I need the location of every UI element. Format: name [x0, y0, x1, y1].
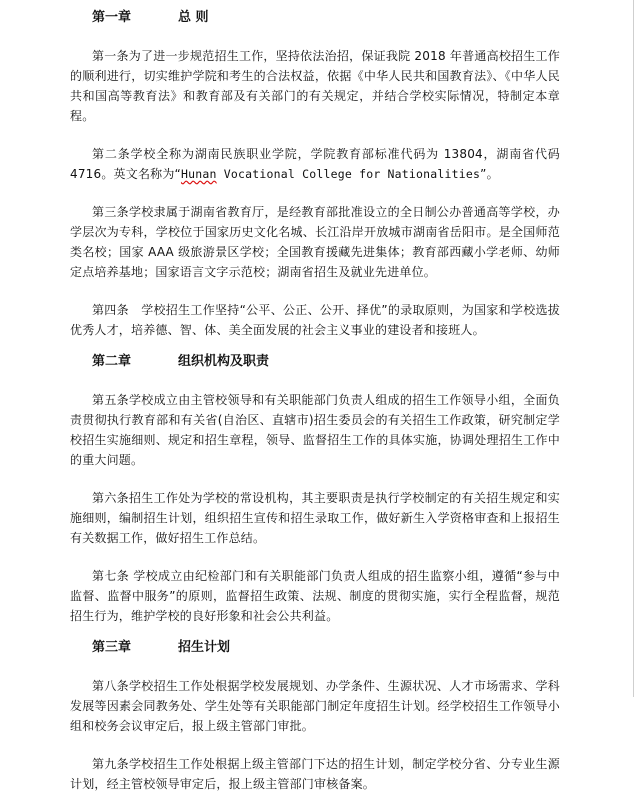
chapter-title: 总 则: [178, 10, 209, 25]
article-3: 第三条学校隶属于湖南省教育厅，是经教育部批准设立的全日制公办普通高等学校，办学层次为专科，学校位于国家历史文化名城、长江沿岸开放城市湖南省岳阳市。是全国师范类名校；国家 AAA 级旅游景区学校；全国教育援藏先进集体；教育部西藏小学老师、幼师定点培养基地；国家语言文字示范校；湖南省招生及就业先进单位。: [70, 205, 560, 279]
chapter-heading: [92, 638, 560, 658]
english-name-misspelled-word: Hunan: [180, 167, 217, 181]
chapter-number: 第一章: [92, 10, 132, 25]
chapter-title: 招生计划: [178, 640, 231, 655]
article-6: 第六条招生工作处为学校的常设机构，其主要职责是执行学校制定的有关招生规定和实施细则，编制招生计划，组织招生宣传和招生录取工作，做好新生入学资格审查和上报招生有关数据工作，做好招生工作总结。: [70, 491, 560, 545]
article-5: 第五条学校成立由主管校领导和有关职能部门负责人组成的招生工作领导小组，全面负责贯彻执行教育部和有关省(自治区、直辖市)招生委员会的有关招生工作政策，研究制定学校招生实施细则、规定和招生章程，领导、监督招生工作的具体实施，协调处理招生工作中的重大问题。: [70, 393, 560, 467]
article-4: 第四条 学校招生工作坚持“公平、公正、公开、择优”的录取原则，为国家和学校选拔优秀人才，培养德、智、体、美全面发展的社会主义事业的建设者和接班人。: [70, 303, 560, 337]
chapter-number: 第三章: [92, 640, 132, 655]
chapter-title: 组织机构及职责: [178, 354, 270, 369]
article-2-text: 第二条学校全称为湖南民族职业学院，学院教育部标准代码为 13804，湖南省代码 4716。英文名称为“: [70, 147, 560, 181]
english-name-rest: Vocational College for Nationalities: [216, 167, 481, 181]
article-2: [70, 144, 560, 184]
document-body: [70, 8, 560, 812]
article-9: 第九条学校招生工作处根据上级主管部门下达的招生计划，制定学校分省、分专业生源计划，经主管校领导审定后，报上级主管部门审核备案。: [70, 757, 560, 791]
article-8: 第八条学校招生工作处根据学校发展规划、办学条件、生源状况、人才市场需求、学科发展等因素会同教务处、学生处等有关职能部门制定年度招生计划。经学校招生工作领导小组和校务会议审定后，报上级主管部门审批。: [70, 679, 560, 733]
chapter-number: 第二章: [92, 354, 132, 369]
article-1: 第一条为了进一步规范招生工作，坚持依法治招，保证我院 2018 年普通高校招生工作的顺利进行，切实维护学院和考生的合法权益，依据《中华人民共和国教育法》、《中华人民共和国高等教育法》和教育部及有关部门的有关规定，并结合学校实际情况，特制定本章程。: [70, 49, 560, 123]
article-7: 第七条 学校成立由纪检部门和有关职能部门负责人组成的招生监察小组，遵循“参与中监督、监督中服务”的原则，监督招生政策、法规、制度的贯彻实施，实行全程监督，规范招生行为，维护学校的良好形象和社会公共利益。: [70, 569, 560, 623]
chapter-heading: [92, 8, 560, 28]
chapter-heading: [92, 352, 560, 372]
article-2-close: ”。: [480, 167, 499, 181]
